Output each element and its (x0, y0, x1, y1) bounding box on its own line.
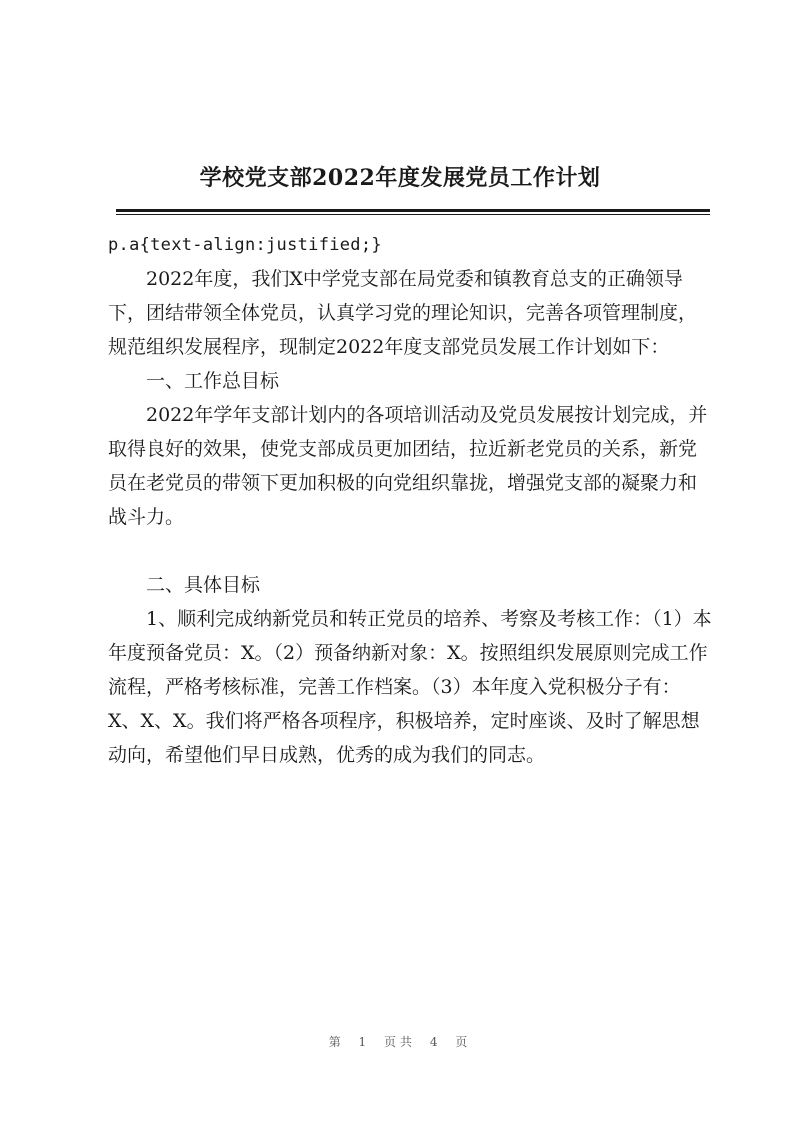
overall-goal-paragraph: 2022年学年支部计划内的各项培训活动及党员发展按计划完成，并取得良好的效果，使党支部成员更加团结，拉近新老党员的关系，新党员在老党员的带领下更加积极的向党组织靠拢，增强党支部的凝聚力和战斗力。 (108, 404, 708, 528)
specific-goal-paragraph: 1、顺利完成纳新党员和转正党员的培养、考察及考核工作：（1）本年度预备党员：X。（2）预备纳新对象：X。按照组织发展原则完成工作流程，严格考核标准，完善工作档案。（3）本年度入党积极分子有：X、X、X。我们将严格各项程序，积极培养，定时座谈、及时了解思想动向，希望他们早日成熟，优秀的成为我们的同志。 (108, 608, 712, 766)
paragraph-spacer (108, 534, 712, 568)
section-heading-specific-goals: 二、具体目标 (146, 574, 261, 596)
intro-paragraph: 2022年度，我们X中学党支部在局党委和镇教育总支的正确领导下，团结带领全体党员，认真学习党的理论知识，完善各项管理制度，规范组织发展程序，现制定2022年度支部党员发展工作计划如下： (108, 268, 698, 358)
section-heading-overall-goal: 一、工作总目标 (146, 370, 280, 392)
title-divider (116, 209, 710, 215)
css-artifact-line: p.a{text-align:justified;} (108, 235, 382, 255)
document-title: 学校党支部2022年度发展党员工作计划 (199, 165, 601, 191)
document-body (108, 228, 712, 772)
page-number-footer: 第 1 页共 4 页 (328, 1035, 472, 1049)
